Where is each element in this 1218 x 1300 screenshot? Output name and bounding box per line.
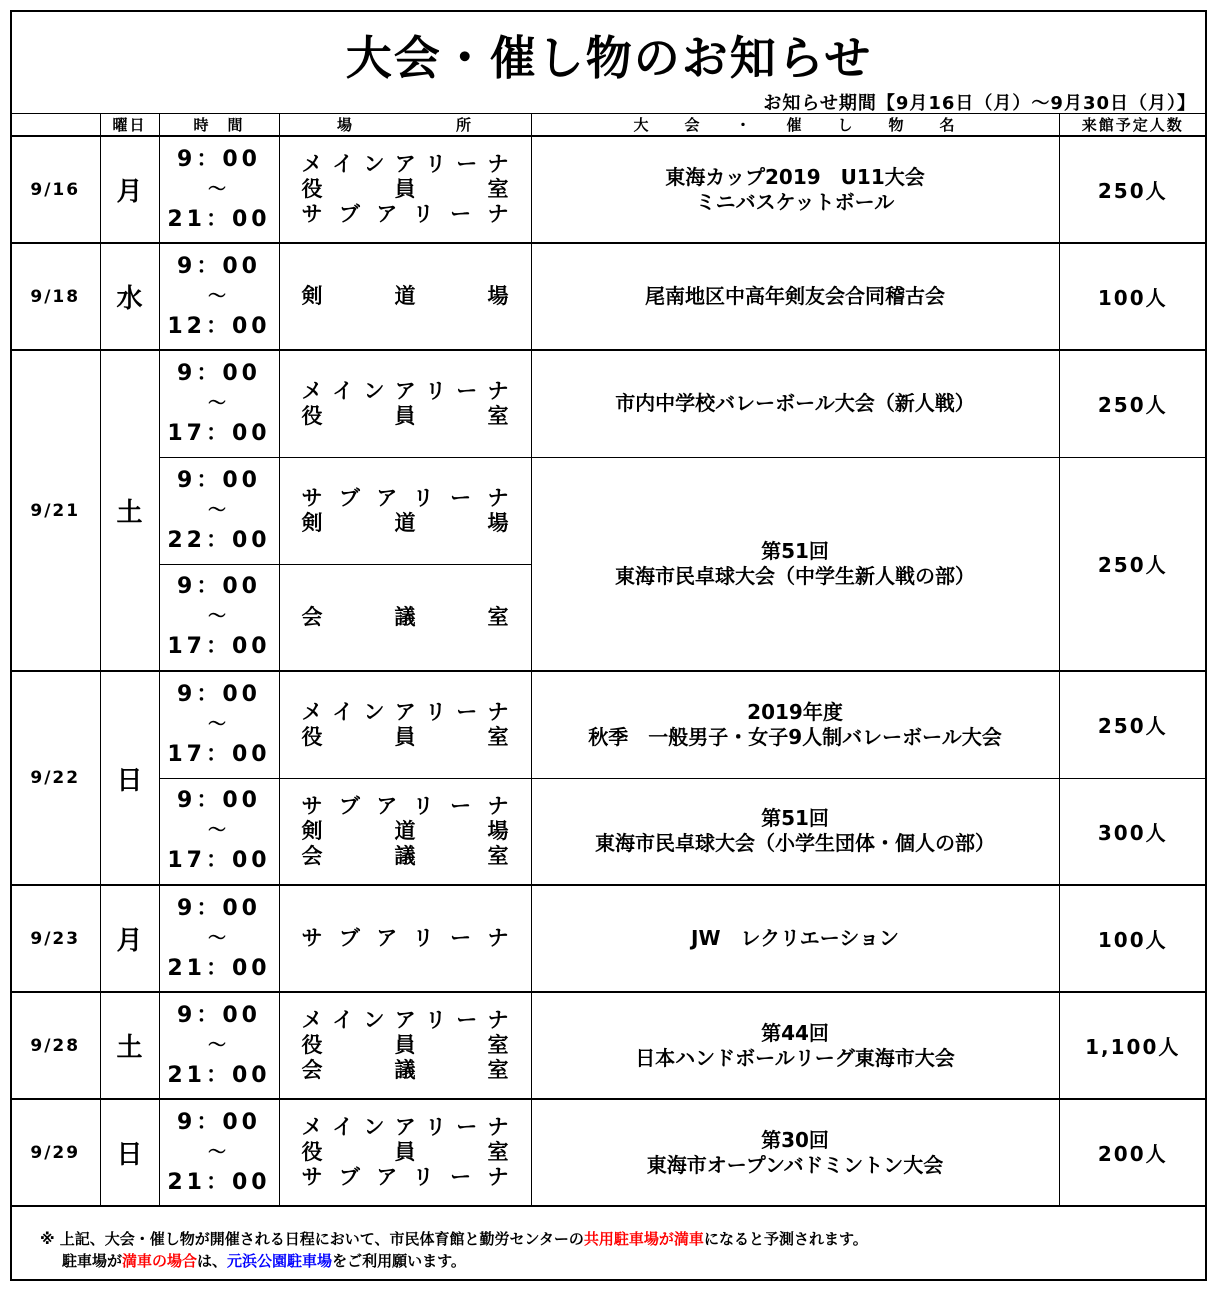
- time-end: 21：00: [167, 1169, 271, 1195]
- event-name: 第44回: [761, 1020, 829, 1045]
- event-name: 秋季 一般男子・女子9人制バレーボール大会: [588, 724, 1002, 749]
- weekday-cell: 月: [100, 885, 159, 992]
- date-cell: 9/23: [11, 885, 100, 992]
- time-cell: [159, 457, 279, 564]
- time-start: 9：00: [177, 574, 261, 600]
- count-cell: 250人: [1059, 671, 1206, 778]
- weekday-cell: 土: [100, 350, 159, 671]
- place-cell: [279, 671, 531, 778]
- time-end: 17：00: [167, 848, 271, 874]
- event-cell: [531, 1099, 1059, 1206]
- place-name: メインアリーナ: [301, 1008, 509, 1032]
- time-start: 9：00: [177, 467, 261, 493]
- time-separator: ～: [208, 178, 230, 200]
- date-cell: 9/21: [11, 350, 100, 671]
- header-event: 大 会 ・ 催 し 物 名: [531, 114, 1059, 137]
- header-time: 時 間: [159, 114, 279, 137]
- time-start: 9：00: [177, 895, 261, 921]
- note-line-2: 駐車場が満車の場合は、元浜公園駐車場をご利用願います。: [62, 1252, 466, 1270]
- event-name: 第51回: [761, 806, 829, 831]
- place-name: 会議室: [301, 843, 509, 868]
- time-start: 9：00: [177, 788, 261, 814]
- time-start: 9：00: [177, 681, 261, 707]
- time-end: 21：00: [167, 955, 271, 981]
- event-cell: [531, 885, 1059, 992]
- place-name: メインアリーナ: [301, 378, 509, 403]
- time-separator: ～: [208, 499, 230, 521]
- time-cell: [159, 992, 279, 1099]
- time-separator: ～: [208, 927, 230, 949]
- place-name: メインアリーナ: [301, 1115, 509, 1139]
- place-cell: [279, 992, 531, 1099]
- time-separator: ～: [208, 606, 230, 628]
- place-name: 剣道場: [301, 510, 509, 535]
- count-cell: 300人: [1059, 778, 1206, 885]
- event-name: 東海カップ2019 U11大会: [665, 164, 925, 189]
- place-cell: [279, 243, 531, 350]
- date-cell: 9/28: [11, 992, 100, 1099]
- schedule-row: [11, 136, 1206, 243]
- date-cell: 9/29: [11, 1099, 100, 1206]
- event-name: JW レクリエーション: [691, 926, 899, 950]
- header-row: [11, 114, 1206, 137]
- count-cell: 100人: [1059, 885, 1206, 992]
- time-separator: ～: [208, 1034, 230, 1056]
- place-name: サブアリーナ: [301, 485, 509, 510]
- schedule-row: [11, 778, 1206, 885]
- event-name: 尾南地区中高年剣友会合同稽古会: [645, 284, 945, 308]
- place-name: 剣道場: [301, 284, 509, 308]
- place-cell: [279, 136, 531, 243]
- schedule-row: [11, 1099, 1206, 1206]
- weekday-cell: 日: [100, 1099, 159, 1206]
- place-name: 会議室: [301, 604, 509, 629]
- weekday-cell: 月: [100, 136, 159, 243]
- time-start: 9：00: [177, 360, 261, 386]
- time-end: 22：00: [167, 527, 271, 553]
- time-start: 9：00: [177, 1002, 261, 1028]
- place-cell: [279, 350, 531, 457]
- place-name: 役員室: [301, 177, 509, 201]
- event-name: 東海市民卓球大会（中学生新人戦の部）: [615, 563, 975, 588]
- event-cell: [531, 457, 1059, 671]
- header-date: [11, 114, 100, 137]
- time-cell: [159, 778, 279, 885]
- header-place: 場 所: [279, 114, 531, 137]
- header-weekday: 曜日: [100, 114, 159, 137]
- event-name: 東海市オープンバドミントン大会: [646, 1152, 944, 1177]
- place-cell: [279, 1099, 531, 1206]
- weekday-cell: 土: [100, 992, 159, 1099]
- place-name: 会議室: [301, 1058, 509, 1082]
- time-cell: [159, 1099, 279, 1206]
- time-end: 21：00: [167, 206, 271, 232]
- time-separator: ～: [208, 1141, 230, 1163]
- event-cell: [531, 778, 1059, 885]
- schedule-row: [11, 671, 1206, 778]
- time-end: 12：00: [167, 313, 271, 339]
- date-cell: 9/16: [11, 136, 100, 243]
- place-name: サブアリーナ: [301, 1165, 509, 1189]
- place-name: 剣道場: [301, 818, 509, 843]
- notice-period: お知らせ期間【9月16日（月）～9月30日（月）】: [763, 93, 1196, 114]
- schedule-row: [11, 350, 1206, 457]
- schedule-row: [11, 457, 1206, 564]
- count-cell: 1,100人: [1059, 992, 1206, 1099]
- time-cell: [159, 243, 279, 350]
- time-separator: ～: [208, 285, 230, 307]
- weekday-cell: 水: [100, 243, 159, 350]
- note-line-1: ※ 上記、大会・催し物が開催される日程において、市民体育館と勤労センターの共用駐車場が満車になると予測されます。: [40, 1230, 868, 1248]
- event-name: 第51回: [761, 538, 829, 563]
- time-end: 17：00: [167, 420, 271, 446]
- count-cell: 200人: [1059, 1099, 1206, 1206]
- time-cell: [159, 564, 279, 671]
- time-end: 17：00: [167, 741, 271, 767]
- time-start: 9：00: [177, 146, 261, 172]
- event-cell: [531, 992, 1059, 1099]
- parking-note: [40, 1228, 868, 1272]
- place-name: 役員室: [301, 403, 509, 428]
- count-cell: 250人: [1059, 136, 1206, 243]
- page-title: 大会・催し物のお知らせ: [345, 31, 873, 85]
- time-separator: ～: [208, 713, 230, 735]
- time-cell: [159, 671, 279, 778]
- event-cell: [531, 243, 1059, 350]
- schedule-row: [11, 992, 1206, 1099]
- place-cell: [279, 778, 531, 885]
- count-cell: 250人: [1059, 457, 1206, 671]
- schedule-row: [11, 885, 1206, 992]
- time-separator: ～: [208, 820, 230, 842]
- place-name: 役員室: [301, 724, 509, 749]
- count-cell: 250人: [1059, 350, 1206, 457]
- event-cell: [531, 350, 1059, 457]
- date-cell: 9/18: [11, 243, 100, 350]
- event-name: 2019年度: [747, 699, 843, 724]
- place-name: サブアリーナ: [301, 202, 509, 226]
- place-name: サブアリーナ: [301, 926, 509, 950]
- event-cell: [531, 136, 1059, 243]
- weekday-cell: 日: [100, 671, 159, 885]
- event-name: 第30回: [761, 1127, 829, 1152]
- place-name: メインアリーナ: [301, 699, 509, 724]
- time-cell: [159, 136, 279, 243]
- time-end: 17：00: [167, 634, 271, 660]
- count-cell: 100人: [1059, 243, 1206, 350]
- place-cell: [279, 564, 531, 671]
- place-cell: [279, 885, 531, 992]
- event-cell: [531, 671, 1059, 778]
- header-count: 来館予定人数: [1059, 114, 1206, 137]
- place-name: メインアリーナ: [301, 152, 509, 176]
- note-highlight-full: 共用駐車場が満車: [583, 1230, 704, 1248]
- time-end: 21：00: [167, 1062, 271, 1088]
- place-cell: [279, 457, 531, 564]
- schedule-row: [11, 243, 1206, 350]
- event-name: 東海市民卓球大会（小学生団体・個人の部）: [595, 831, 995, 856]
- date-cell: 9/22: [11, 671, 100, 885]
- time-start: 9：00: [177, 253, 261, 279]
- schedule-table: [11, 113, 1206, 1207]
- note-highlight-when-full: 満車の場合: [122, 1252, 198, 1270]
- place-name: サブアリーナ: [301, 793, 509, 818]
- event-name: 日本ハンドボールリーグ東海市大会: [635, 1045, 955, 1070]
- note-alt-parking: 元浜公園駐車場: [227, 1252, 333, 1270]
- time-start: 9：00: [177, 1109, 261, 1135]
- time-cell: [159, 885, 279, 992]
- place-name: 役員室: [301, 1033, 509, 1057]
- time-cell: [159, 350, 279, 457]
- time-separator: ～: [208, 392, 230, 414]
- place-name: 役員室: [301, 1140, 509, 1164]
- event-name: 市内中学校バレーボール大会（新人戦）: [615, 391, 975, 416]
- event-name: ミニバスケットボール: [695, 189, 895, 214]
